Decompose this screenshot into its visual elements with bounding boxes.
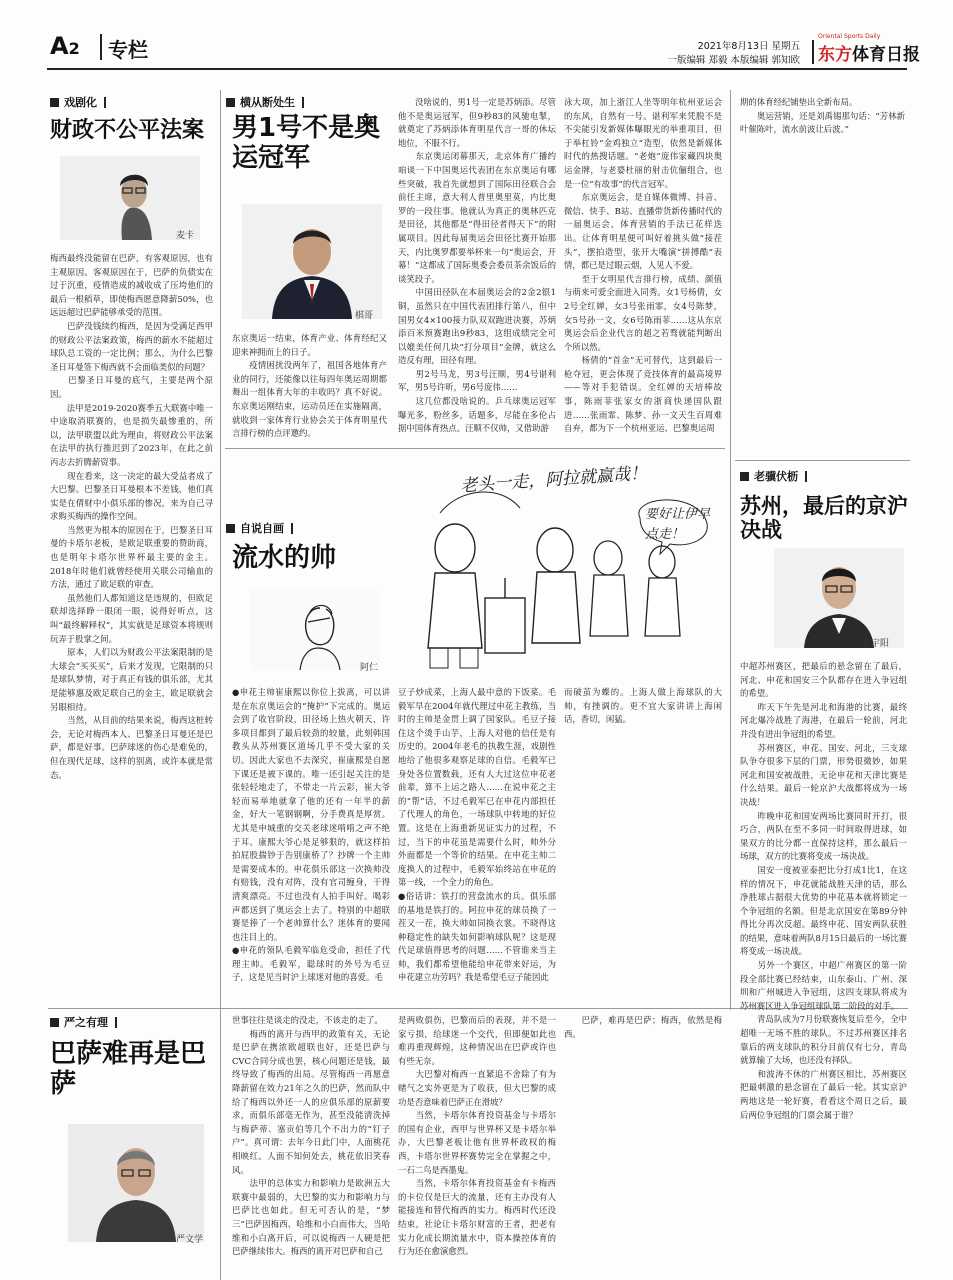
article-body-handsome: ●申花主帅崔康熙以你位上拔离，可以讲是在东京奥运会的“掩护”下完成的。奥运会到了收官阶段，田径场上热火朝天，许多项目都到了最后较劲的较量，此刻韩国教头从苏州赛区道场几乎不受大家的关切。因此大家也不去深究，崔康熙是自愿下课还是被下课的。唯一还引起关注的是张轻轻地走了，不带走一片云彩，崔大爷轻而易举地就拿了他的还有一年半的薪金，好大一笔钢钢啊，分手费真是厚赏。尤其是申城重的交关老球迷啃啃之声不绝于耳。康熙大爷心是足够狠的，就这样拍拍屁股揣钞于告别康桥了？抄牌一个主帅是需要成本的。申花俱乐部这一次换帅没有赔钱，没有对阵，没有官司缠身，干得清爽漂亮。不过也没有人拍手叫好。喝彩声都送到了奥运会上去了。特别的中超联赛是捧了一个老帅算什么？迷体育的要闻也注目上的。 ●申花的领队毛毅军临危受命，担任了代理主帅。毛毅军，聪球时的外号为毛豆子，这是见当时沪上球迷对他的喜爱。毛 [232, 687, 390, 983]
article-body-barca: 世事往往是谈走的没走，不该走的走了。 梅西的离开与西甲的政策有关，无论是巴萨在携浓欧超联也好，还是巴萨与CVC合同分成也罢，核心问题还是钱，最终导致了梅西的出局。尽管梅西一再愿意降薪留在效力21年之久的巴萨，然而队中给了梅西以外还一人的应俱乐部的原薪要求，而俱乐部毫无作为，甚至没能清洗掉与梅萨蒂、塞贡伯等几个不出力的“钉子户”。真可谓：去年今日此门中，人面桃花相映红。人面不知何处去，桃花依旧笑春风。 法甲的总体实力和影响力是欧洲五大联赛中最弱的，大巴黎的实力和影响力与巴萨比也如此。但无可否认的是，“梦三”巴萨因梅西、哈维和小白而伟大，当哈维和小白离开后，可以说梅西一人硬是把巴萨继续伟大。梅西的离开对巴萨和自己 [232, 1015, 390, 1257]
tag-bar [302, 97, 304, 108]
article-body-olympics-cont-3: 期的体育经纪铺垫出全新布局。 奥运营销，还是刘禹锡那句话：“芳林新叶催陈叶，流水前波让后波。” [740, 97, 905, 135]
tag-bar [291, 523, 293, 534]
article-body-handsome-cont-1: 豆子炒成菜，上海人最中意的下饭菜。毛毅军早在2004年就代理过申花主教练，当时的主帅是金贯上调了国家队。毛豆子接住这个烫手山芋，上海人对他的信任是有历史的。2004年老毛的执教生涯，戏剧性地给了他很多观察足球的自信。毛毅军已身处各位置数载，还有人大过这位申花老前辈，算不上运之路人……在说申花之主的“帮”话，不过毛毅军已在申花内部担任了代理人的角色，一场球队中转地的好位置。这是在上海重新见证实力的过程，不过，当下的申花虽是需要什么时，帅外分外面都是一个等价的结果。在申花主帅二度换人的过程中，毛毅军始终站在申花的第一线，一个全力的角色。 ●俗话讲：铁打的营盘流水的兵。俱乐部的基地是铁打的。阿拉申花的球员换了一茬又一茬，换大帅如同换衣裳。不晓得这种稳定性的缺失如何影响球队呢？这是现代足球值得思考的问题……不管谁来当主帅，我们都希望他能给申花带来好运，为申花建立功劳吗？我是希望毛豆子能因此 [398, 687, 556, 983]
author-barca: 严文学 [176, 1235, 204, 1245]
column-tag-suzhou: 老骥伏枥 [740, 468, 807, 484]
author-suzhou: 姬宇阳 [862, 639, 890, 649]
brand-logo: 东方体育日报 [818, 45, 920, 65]
column-tag-finance: 戏剧化 [50, 94, 106, 110]
author-sketch-handsome [250, 588, 380, 670]
editors-line: 一版编辑 郑毅 本版编辑 郭知欧 [667, 55, 800, 66]
header-divider [100, 34, 102, 60]
headline-olympics: 男1号不是奥运冠军 [232, 113, 381, 173]
column-divider-1 [220, 90, 221, 1280]
square-bullet-icon [740, 472, 749, 481]
date-line: 2021年8月13日 星期五 [697, 41, 800, 52]
headline-suzhou: 苏州，最后的京沪决战 [740, 494, 908, 543]
section-title: 专栏 [108, 38, 148, 62]
square-bullet-icon [226, 524, 235, 533]
article-body-olympics-cont-2: 泳大项，加上浙江人坐等明年杭州亚运会的东风，自然有一号。谌利军来凭脱不是不尖能引发新媒体曝眼光的举重项目，但于举杠铃“金鸡独立”造型，依然是新媒体时代的热搜话题。“老炮”庞伟家藏四块奥运金牌，与老婆杜丽的射击伉俪组合，也是一位“有故事”的代言冠军。 东京奥运会，是自媒体微博、抖音、微信、快手、B站、直播带货新传播时代的一届奥运会，体育营销的手法已花样迭出。让体育明星便可叫好着挑头做“接茬头”，摆拍造型，张开大嘴演“拼搏酷”表情，都已是过眼云烟，人见人不爱。 至于女明星代言排行榜，成绩、颜值与萌来可爱全面进入同秀。女1号杨倩，女2号全红婵，女3号张雨霏，女4号陈梦，女5号孙一文，女6号陈雨菲……这从东京奥运会后企业代言的超之若骛就能判断出个所以然。 杨倩的“首金”无可替代，这到最后一枪夺冠，更会体现了竞技体育的最高境界——等对手犯错误。全红婵的天培棒故事，陈雨菲张家女的浙商快递国队跟进……张雨霏、陈梦、孙一文天生百周难自弃，都为下一个杭州亚运、巴黎奥运周 [564, 97, 722, 434]
article-body-olympics-cont-1: 没啥说的，男1号一定是苏炳添。尽管他不是奥运冠军，但9秒83的风驰电掣，就奠定了苏炳添体育明星代言一哥的休坛地位，不服不行。 东京奥运闭幕那天，北京体育广播约咱谈一下中国奥运代表团在东京奥运有哪些突破，我首先就想到了国际田径联合会前任主席，意大利人普里奥里莫，内比奥罗的一段往事。他就认为真正的奥林匹克是田径，其他都是“得田径者得天下”的附属项目。因此每届奥运会田径比赛开始那天，内比奥罗都要举杯来一句“奥运会，开幕！”这都成了国际奥委会委员茶余饭后的谈笑段子。 中国田径队在本届奥运会的2金2银1铜，虽然只在中国代表团排行第八，但中国男女4×100接力队双双跑进决赛，苏炳添百米预赛跑出9秒83，这组成绩完全可以媲美任何几块“打分项目”金牌，就这么造反有理，田径有理。 男2号马龙，男3号汪顺，男4号谌利军，男5号许昕，男6号庞伟…… 这几位都没啥说的。乒乓球奥运冠军曝光多，粉丝多，话题多，尽能在多伦占据中国体育热点。汪顺不仅帅，又借助游 [398, 97, 556, 434]
author-finance: 麦卡 [176, 231, 195, 241]
author-photo-olympics [242, 204, 382, 319]
author-handsome: 阿仁 [360, 663, 379, 673]
tag-bar [104, 97, 106, 108]
column-tag-barca: 严之有理 [50, 1014, 117, 1030]
column-tag-olympics: 横从断处生 [226, 94, 304, 110]
row-divider-3 [735, 460, 910, 461]
header-rule [47, 68, 907, 70]
brand-en: Oriental Sports Daily [818, 33, 881, 40]
author-photo-barca [68, 1124, 204, 1242]
tag-bar [115, 1017, 117, 1028]
cartoon-speech-bubble: 要好让伊早点走！ [645, 507, 711, 542]
article-body-barca-cont-1: 是两败俱伤，巴黎而后的表现，并不是一家亏损，给球迷一个交代，但即便如此也难再重现辉煌，这种情况出在巴萨或许也有些无奈。 大巴黎对梅西一直紧追不舍除了有为赌气之实外更是为了收获，但大巴黎的成功是否意味着巴萨正在滑坡？ 当然，卡塔尔体育投资基金与卡塔尔的国有企业，西甲与世界杯又是卡塔尔举办，大巴黎老板让他有世界杯政权的梅西，卡塔尔世界杯赛势完全在掌握之中，一石二鸟是西墨鬼。 当然，卡塔尔体育投资基金有卡梅西的卡位仅是巨大的流量，还有主办没有人能接连和替代梅西的实力。梅西时代还没结束，社论让卡塔尔财富的王者，把老有实力化成长期流量水中，资本操控体育的行为还在愈演愈烈。 [398, 1015, 556, 1257]
cartoon-caption: 老头一走，阿拉就赢哉！ [459, 463, 648, 497]
page-number: 2 [68, 39, 80, 58]
square-bullet-icon [226, 98, 235, 107]
tag-bar [805, 471, 807, 482]
article-body-olympics: 东京奥运一结束，体育产业、体育经纪又迎来神拥而上的日子。 疫情困扰没两年了，祖国各地体育产业的同行，还能像以往每四年奥运周期都舞出一组体育大年的丰收吗？真不好说。东京奥运刚结束，运动员还在实施隔离，就收到一家体育行业协会关于体育明星代言排行榜的点评邀约。 [232, 333, 387, 439]
row-divider-1 [225, 448, 725, 449]
article-body-suzhou: 中超苏州赛区，把最后的悬念留在了最后，河北、申花和国安三个队都存在进入争冠组的希望。 昨天下午先是河北和海港的比赛，最终河北爆冷战胜了海港，在最后一轮前，河北并没有进出争冠组的希望。 苏州赛区，申花、国安、河北，三支球队争夺很多下层的门票，形势很微妙，如果河北和国安被战胜，无论申花和天津比赛是什么结果。最后一轮京沪大战都将成为一场决战！ 昨晚申花和国安两场比赛同时开打，很巧合，两队在至不多同一时间取得进球，如果双方的比分都一直保持这样，那么最后一场球，双方的比赛将变成一场决战。 国安一度被亚泰把比分打成1比1，在这样的情况下，申花就能战胜天津的话，那么净胜球占据很大优势的申花基本就将锁定一个争冠组的名额。但是北京国安在第89分钟得比分再次反超。最终申花、国安两队获胜的结果，意味着两队8月15日最后的一场比赛将变成一场决战。 另外一个赛区，中超广州赛区的第一阶段全部比赛已经结束，山东泰山、广州、深圳和广州城进入争冠组，这四支球队将成为苏州赛区进入争冠组球队第二阶段的对手。 青岛队成为7月份联赛恢复后至今，全中超唯一无场不胜的球队。不过苏州赛区排名靠后的两支球队的积分目前仅有七分，青岛就算输了大场，也还没有择队。 和波涛不休的广州赛区相比，苏州赛区把最刺激的悬念留在了最后一轮。其实京沪两地这是一轮好赛，看看这个周日之后，最后两位争冠组的门票会属于谁？ [740, 661, 907, 1120]
brand-divider [812, 40, 814, 64]
author-olympics: 棋哥 [355, 311, 374, 321]
headline-finance: 财政不公平法案 [50, 118, 205, 143]
article-body-finance: 梅西最终没能留在巴萨，有客观原因，也有主观原因。客观原因在于，巴萨的负债实在过于沉重，疫情造成的减收成了压垮他们的最后一根稻草，即使梅西愿意降薪50%，也远远超过巴萨能够承受的范围。 巴萨没钱续约梅西，是因为受满足西甲的财政公平法案政策，梅西的薪水不能超过球队总工资的一定比例；那么，为什么巴黎圣日耳曼签下梅西就不会面临类似的问题？ 巴黎圣日耳曼的底气，主要是两个原因。 法甲是2019-2020赛季五大联赛中唯一中途取消联赛的，也是损失最惨重的，所以，法甲联盟以此为理由，将财政公平法案在法甲的执行推迟到了2023年，在此之前丙志去折腾薪资事。 现在看来，这一决定的最大受益者成了大巴黎。巴黎圣日耳曼根本不差钱，他们真实是在倩财中小俱乐部的惨况，来为自己寻求购买梅西的操作空间。 当然更为根本的原因在于，巴黎圣日耳曼的卡塔尔老板，是欧足联重要的赞助商，也是明年卡塔尔世界杯最主要的金主。2018年时他们就曾经使用关联公司输血的方法，通过了欧足联的审查。 虽然他们人都知道这是违规的，但欧足联却选择睁一眼闭一眼，说得好听点，这叫“最终解释权”，其实就是足球资本将规则玩弄于股掌之间。 原本，人们以为财政公平法案限制的是大球会“买买买”，后来才发现，它限制的只是球队梦情，对于真正有钱的俱乐部，尤其是能够惠及欧足联自己的金主，欧足联就会另眼相待。 当然，从目前的结果来说，梅西这桩转会，无论对梅西本人、巴黎圣日耳曼还是巴萨，都是好事。巴萨球迷的伤心是难免的，但在现代足球，这样的别离，或许本就是常态。 [50, 253, 213, 780]
page-letter: A [50, 32, 69, 60]
square-bullet-icon [50, 98, 59, 107]
column-tag-handsome: 自说自画 [226, 520, 293, 536]
headline-barca: 巴萨难再是巴萨 [50, 1039, 207, 1099]
author-photo-suzhou [774, 548, 904, 648]
article-body-barca-cont-2: 巴萨，难再是巴萨；梅西，依然是梅西。 [564, 1015, 722, 1039]
cartoon-illustration [390, 458, 730, 678]
column-divider-2 [730, 90, 731, 1010]
headline-handsome: 流水的帅 [232, 543, 337, 573]
square-bullet-icon [50, 1018, 59, 1027]
article-body-handsome-cont-2: 而破茧为蝶的。上海人做上海球队的大帅，有挫调的。更不宜大家讲讲上海闲话，香切，闲猛。 [564, 687, 722, 725]
